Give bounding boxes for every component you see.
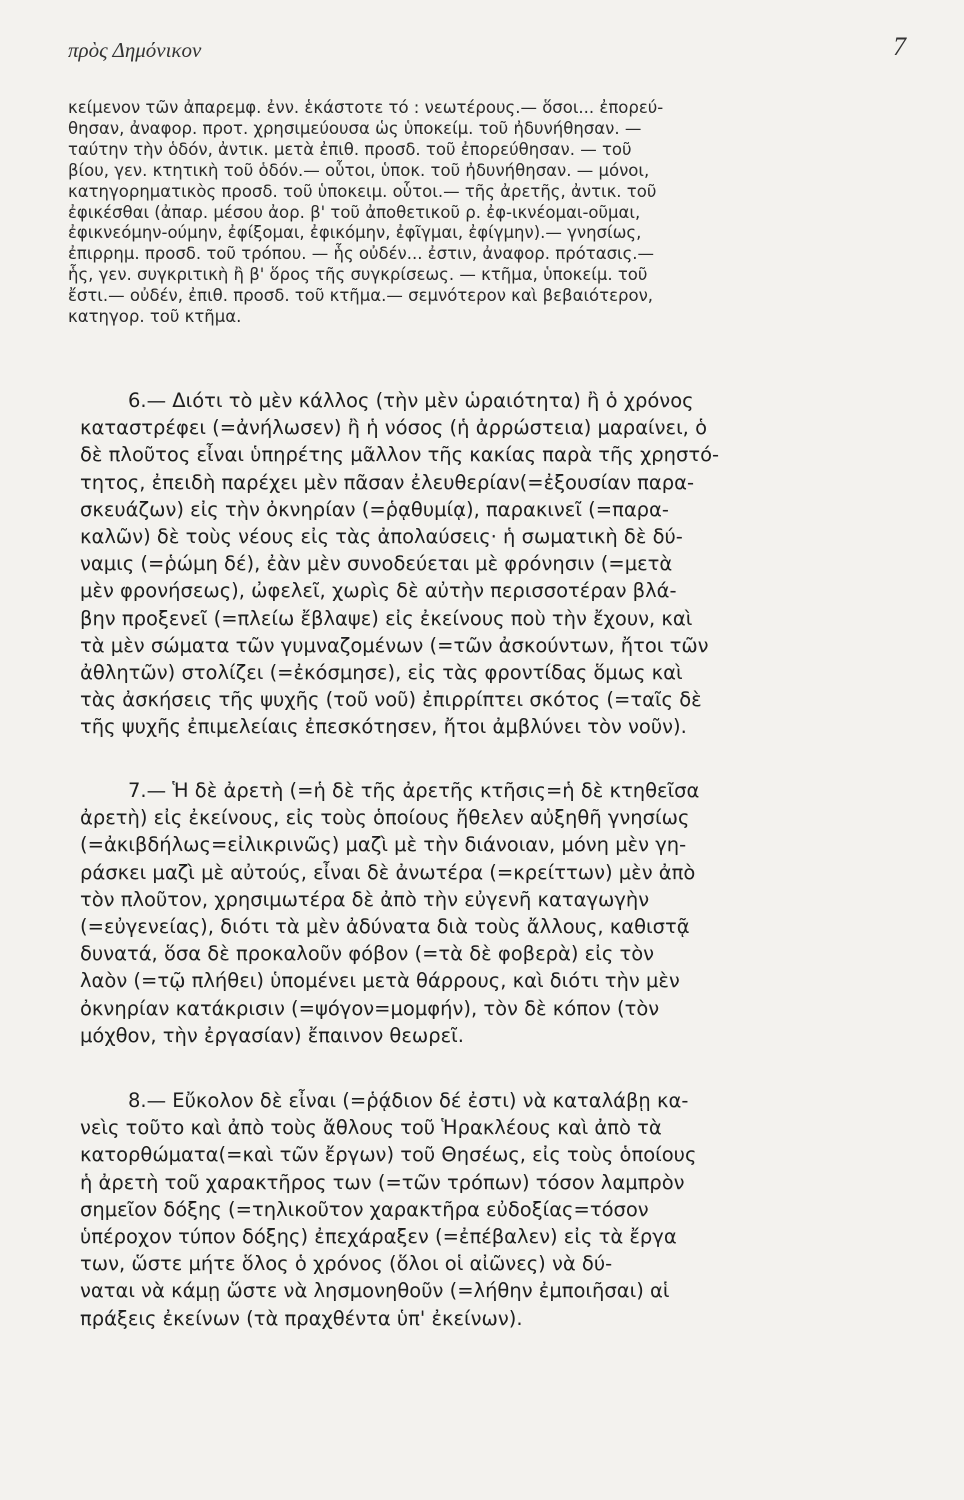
text-line: ναμις (=ῥώμη δέ), ἐὰν μὲν συνοδεύεται μὲ φρόνησιν (=μετὰ: [80, 552, 673, 576]
text-line: καταστρέφει (=ἀνήλωσεν) ἢ ἡ νόσος (ἡ ἀρρώστεια) μαραίνει, ὁ: [80, 416, 707, 440]
text-line: ἀθλητῶν) στολίζει (=ἐκόσμησε), εἰς τὰς φροντίδας ὅμως καὶ: [80, 661, 683, 685]
grammar-notes: [68, 98, 918, 328]
text-line: σημεῖον δόξης (=τηλικοῦτον χαρακτῆρα εὐδοξίας=τόσον: [80, 1197, 649, 1221]
paragraph-6: [80, 387, 918, 741]
text-line: 8.— Εὔκολον δὲ εἶναι (=ῥᾴδιον δέ ἐστι) νὰ καταλάβῃ κα-: [128, 1089, 689, 1112]
text-line: ὑπέροχον τύπον δόξης) ἐπεχάραξεν (=ἐπέβαλεν) εἰς τὰ ἔργα: [80, 1225, 677, 1249]
text-line: δυνατά, ὅσα δὲ προκαλοῦν φόβον (=τὰ δὲ φοβερὰ) εἰς τὸν: [80, 942, 655, 966]
text-line: ἀρετὴ) εἰς ἐκείνους, εἰς τοὺς ὁποίους ἤθελεν αὐξηθῆ γνησίως: [80, 806, 690, 830]
note-line: κατηγορηματικὸς προσδ. τοῦ ὑποκειμ. οὗτοι.— τῆς ἀρετῆς, ἀντικ. τοῦ: [68, 181, 657, 201]
note-line: κατηγορ. τοῦ κτῆμα.: [68, 307, 242, 327]
paragraph-7: [80, 777, 918, 1049]
text-line: μὲν φρονήσεως), ὠφελεῖ, χωρὶς δὲ αὐτὴν περισσοτέραν βλά-: [80, 579, 677, 603]
text-line: σκευάζων) εἰς τὴν ὀκνηρίαν (=ῥᾳθυμίᾳ), παρακινεῖ (=παρα-: [80, 497, 669, 521]
page-number: 7: [893, 32, 906, 61]
text-line: καλῶν) δὲ τοὺς νέους εἰς τὰς ἀπολαύσεις· ἡ σωματικὴ δὲ δύ-: [80, 525, 683, 549]
note-line: θησαν, ἀναφορ. προτ. χρησιμεύουσα ὡς ὑποκείμ. τοῦ ἠδυνήθησαν. —: [68, 118, 642, 138]
text-line: τητος, ἐπειδὴ παρέχει μὲν πᾶσαν ἐλευθερίαν(=ἐξουσίαν παρα-: [80, 470, 695, 494]
text-line: νεὶς τοῦτο καὶ ἀπὸ τοὺς ἄθλους τοῦ Ἡρακλέους καὶ ἀπὸ τὰ: [80, 1116, 662, 1140]
text-line: ὀκνηρίαν κατάκρισιν (=ψόγον=μομφήν), τὸν δὲ κόπον (τὸν: [80, 996, 660, 1020]
note-line: ἔστι.— οὐδέν, ἐπιθ. προσδ. τοῦ κτῆμα.— σεμνότερον καὶ βεβαιότερον,: [68, 286, 654, 306]
text-line: τὸν πλοῦτον, χρησιμωτέρα δὲ ἀπὸ τὴν εὐγενῆ καταγωγὴν: [80, 887, 650, 911]
note-line: ἐφικέσθαι (ἀπαρ. μέσου ἀορ. β' τοῦ ἀποθετικοῦ ρ. ἐφ-ικνέομαι-οῦμαι,: [68, 202, 641, 222]
text-line: τῆς ψυχῆς ἐπιμελείαις ἐπεσκότησεν, ἤτοι ἀμβλύνει τὸν νοῦν).: [80, 715, 687, 739]
text-line: ράσκει μαζὶ μὲ αὐτούς, εἶναι δὲ ἀνωτέρα (=κρείττων) μὲν ἀπὸ: [80, 860, 696, 884]
note-line: ἐφικνεόμην-ούμην, ἐφίξομαι, ἐφικόμην, ἐφῖγμαι, ἐφίγμην).— γνησίως,: [68, 223, 642, 243]
text-line: τὰς ἀσκήσεις τῆς ψυχῆς (τοῦ νοῦ) ἐπιρρίπτει σκότος (=ταῖς δὲ: [80, 688, 702, 712]
text-line: 6.— Διότι τὸ μὲν κάλλος (τὴν μὲν ὡραιότητα) ἢ ὁ χρόνος: [128, 389, 694, 412]
note-line: ἧς, γεν. συγκριτικὴ ἢ β' ὅρος τῆς συγκρίσεως. — κτῆμα, ὑποκείμ. τοῦ: [68, 265, 648, 285]
text-line: (=εὐγενείας), διότι τὰ μὲν ἀδύνατα διὰ τοὺς ἄλλους, καθιστᾷ: [80, 915, 690, 939]
text-line: ἡ ἀρετὴ τοῦ χαρακτῆρος των (=τῶν τρόπων) τόσον λαμπρὸν: [80, 1170, 685, 1194]
text-line: λαὸν (=τῷ πλήθει) ὑπομένει μετὰ θάρρους, καὶ διότι τὴν μὲν: [80, 969, 680, 993]
note-line: βίου, γεν. κτητικὴ τοῦ ὁδόν.— οὗτοι, ὑποκ. τοῦ ἠδυνήθησαν. — μόνοι,: [68, 160, 650, 180]
text-line: κατορθώματα(=καὶ τῶν ἔργων) τοῦ Θησέως, εἰς τοὺς ὁποίους: [80, 1143, 697, 1167]
running-head: πρὸς Δημόνικον: [68, 38, 202, 62]
note-line: ταύτην τὴν ὁδόν, ἀντικ. μετὰ ἐπιθ. προσδ. τοῦ ἐπορεύθησαν. — τοῦ: [68, 139, 632, 159]
text-line: πράξεις ἐκείνων (τὰ πραχθέντα ὑπ' ἐκείνων).: [80, 1306, 523, 1330]
paragraph-8: [80, 1087, 918, 1332]
text-line: μόχθον, τὴν ἐργασίαν) ἔπαινον θεωρεῖ.: [80, 1023, 464, 1047]
text-line: 7.— Ἡ δὲ ἀρετὴ (=ἡ δὲ τῆς ἀρετῆς κτῆσις=ἡ δὲ κτηθεῖσα: [128, 779, 700, 802]
text-line: ναται νὰ κάμῃ ὥστε νὰ λησμονηθοῦν (=λήθην ἐμποιῆσαι) αἱ: [80, 1279, 670, 1303]
text-line: τὰ μὲν σώματα τῶν γυμναζομένων (=τῶν ἀσκούντων, ἤτοι τῶν: [80, 633, 709, 657]
note-line: κείμενον τῶν ἀπαρεμφ. ἐνν. ἑκάστοτε τό : νεωτέρους.— ὅσοι... ἐπορεύ-: [68, 98, 664, 117]
text-line: δὲ πλοῦτος εἶναι ὑπηρέτης μᾶλλον τῆς κακίας παρὰ τῆς χρηστό-: [80, 443, 720, 467]
text-line: βην προξενεῖ (=πλείω ἔβλαψε) εἰς ἐκείνους ποὺ τὴν ἔχουν, καὶ: [80, 606, 693, 630]
text-line: των, ὥστε μήτε ὅλος ὁ χρόνος (ὅλοι οἱ αἰῶνες) νὰ δύ-: [80, 1252, 613, 1276]
text-line: (=ἀκιβδήλως=εἰλικρινῶς) μαζὶ μὲ τὴν διάνοιαν, μόνη μὲν γη-: [80, 833, 687, 857]
note-line: ἐπιρρημ. προσδ. τοῦ τρόπου. — ἧς οὐδέν... ἐστιν, ἀναφορ. πρότασις.—: [68, 244, 655, 264]
